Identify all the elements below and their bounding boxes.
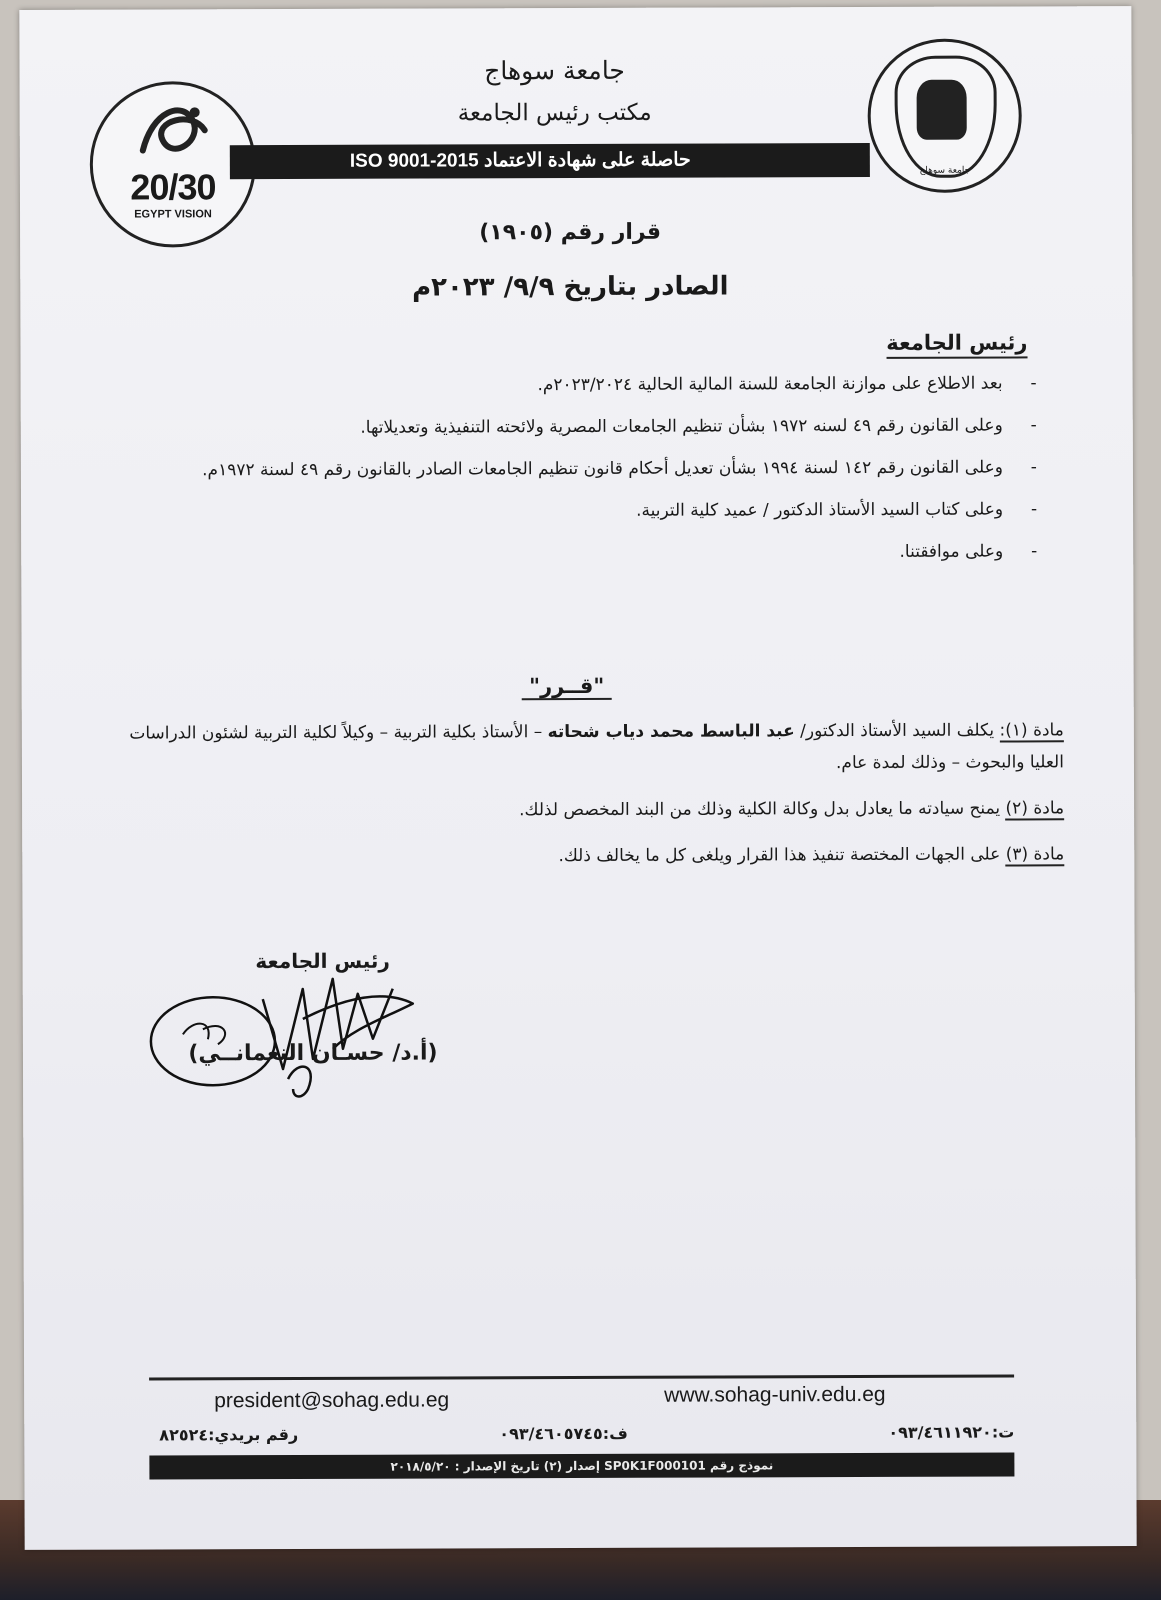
article-1	[124, 714, 1064, 781]
document-page	[19, 6, 1136, 1550]
handwritten-signature-icon	[143, 959, 424, 1110]
signature-title: رئيس الجامعة	[255, 948, 390, 974]
article-2-text: يمنح سيادته ما يعادل بدل وكالة الكلية وذلك من البند المخصص لذلك.	[519, 798, 1006, 821]
university-name: جامعة سوهاج	[484, 55, 625, 86]
article-2	[124, 792, 1064, 827]
vision-calligraphy-icon	[133, 100, 213, 170]
footer-email: president@sohag.edu.eg	[214, 1388, 450, 1413]
accreditation-bar	[230, 143, 870, 179]
article-3-text: على الجهات المختصة تنفيذ هذا القرار ويلغى كل ما يخالف ذلك.	[558, 844, 1006, 867]
preamble-list	[113, 369, 1004, 582]
article-1-label: مادة (١):	[999, 720, 1064, 741]
article-2-label: مادة (٢)	[1005, 798, 1065, 819]
university-seal	[867, 38, 1022, 193]
footer-postal-code: رقم بريدي:٨٢٥٢٤	[159, 1424, 299, 1445]
office-name: مكتب رئيس الجامعة	[457, 99, 652, 127]
article-3-label: مادة (٣)	[1005, 844, 1065, 865]
decision-number: قرار رقم (١٩٠٥)	[479, 219, 662, 246]
preamble-item: - وعلى القانون رقم ١٤٢ لسنة ١٩٩٤ بشأن تعديل أحكام قانون تنظيم الجامعات الصادر بالقانون رقم ٤٩ لسنة ١٩٧٢م.	[113, 453, 1003, 486]
accreditation-text: حاصلة على شهادة الاعتماد ISO 9001-2015	[349, 149, 691, 172]
preamble-item: - وعلى القانون رقم ٤٩ لسنه ١٩٧٢ بشأن تنظيم الجامعات المصرية ولائحته التنفيذية وتعديلاتها.	[113, 411, 1003, 444]
article-1-pre: يكلف السيد الأستاذ الدكتور/	[794, 720, 1000, 742]
form-number-bar: نموذج رقم SP0K1F000101 إصدار (٢) تاريخ الإصدار : ٢٠١٨/٥/٢٠	[149, 1452, 1014, 1479]
appointee-name: عبد الباسط محمد دياب شحاته	[547, 721, 795, 743]
preamble-item: - وعلى كتاب السيد الأستاذ الدكتور / عميد كلية التربية.	[113, 495, 1003, 528]
article-3	[124, 838, 1064, 873]
footer-fax: ف:٠٩٣/٤٦٠٥٧٤٥	[499, 1423, 628, 1444]
preamble-heading: رئيس الجامعة	[886, 330, 1027, 358]
signatory-name: (أ.د/ حسـان النعمانــي)	[188, 1040, 438, 1067]
footer-phone: ت:٠٩٣/٤٦١١٩٢٠	[888, 1422, 1015, 1442]
preamble-item: - بعد الاطلاع على موازنة الجامعة للسنة المالية الحالية ٢٠٢٣/٢٠٢٤م.	[113, 369, 1003, 402]
articles	[124, 714, 1065, 887]
seal-emblem-icon	[917, 80, 967, 140]
vision-subtitle: EGYPT VISION	[134, 208, 212, 221]
footer-divider	[149, 1374, 1014, 1380]
preamble-item: - وعلى موافقتنا.	[113, 537, 1003, 570]
article-1-post: – الأستاذ بكلية التربية – وكيلاً لكلية التربية لشئون الدراسات العليا والبحوث – وذلك لمدة عام.	[129, 722, 1064, 774]
vision-year: 20/30	[130, 166, 216, 208]
footer-contacts	[149, 1422, 1015, 1445]
resolution-heading: "قــرر"	[522, 674, 612, 700]
footer-website: www.sohag-univ.edu.eg	[664, 1382, 886, 1407]
decision-date: الصادر بتاريخ ٩/٩/ ٢٠٢٣م	[412, 271, 729, 303]
seal-caption: جامعة سوهاج	[919, 165, 971, 176]
